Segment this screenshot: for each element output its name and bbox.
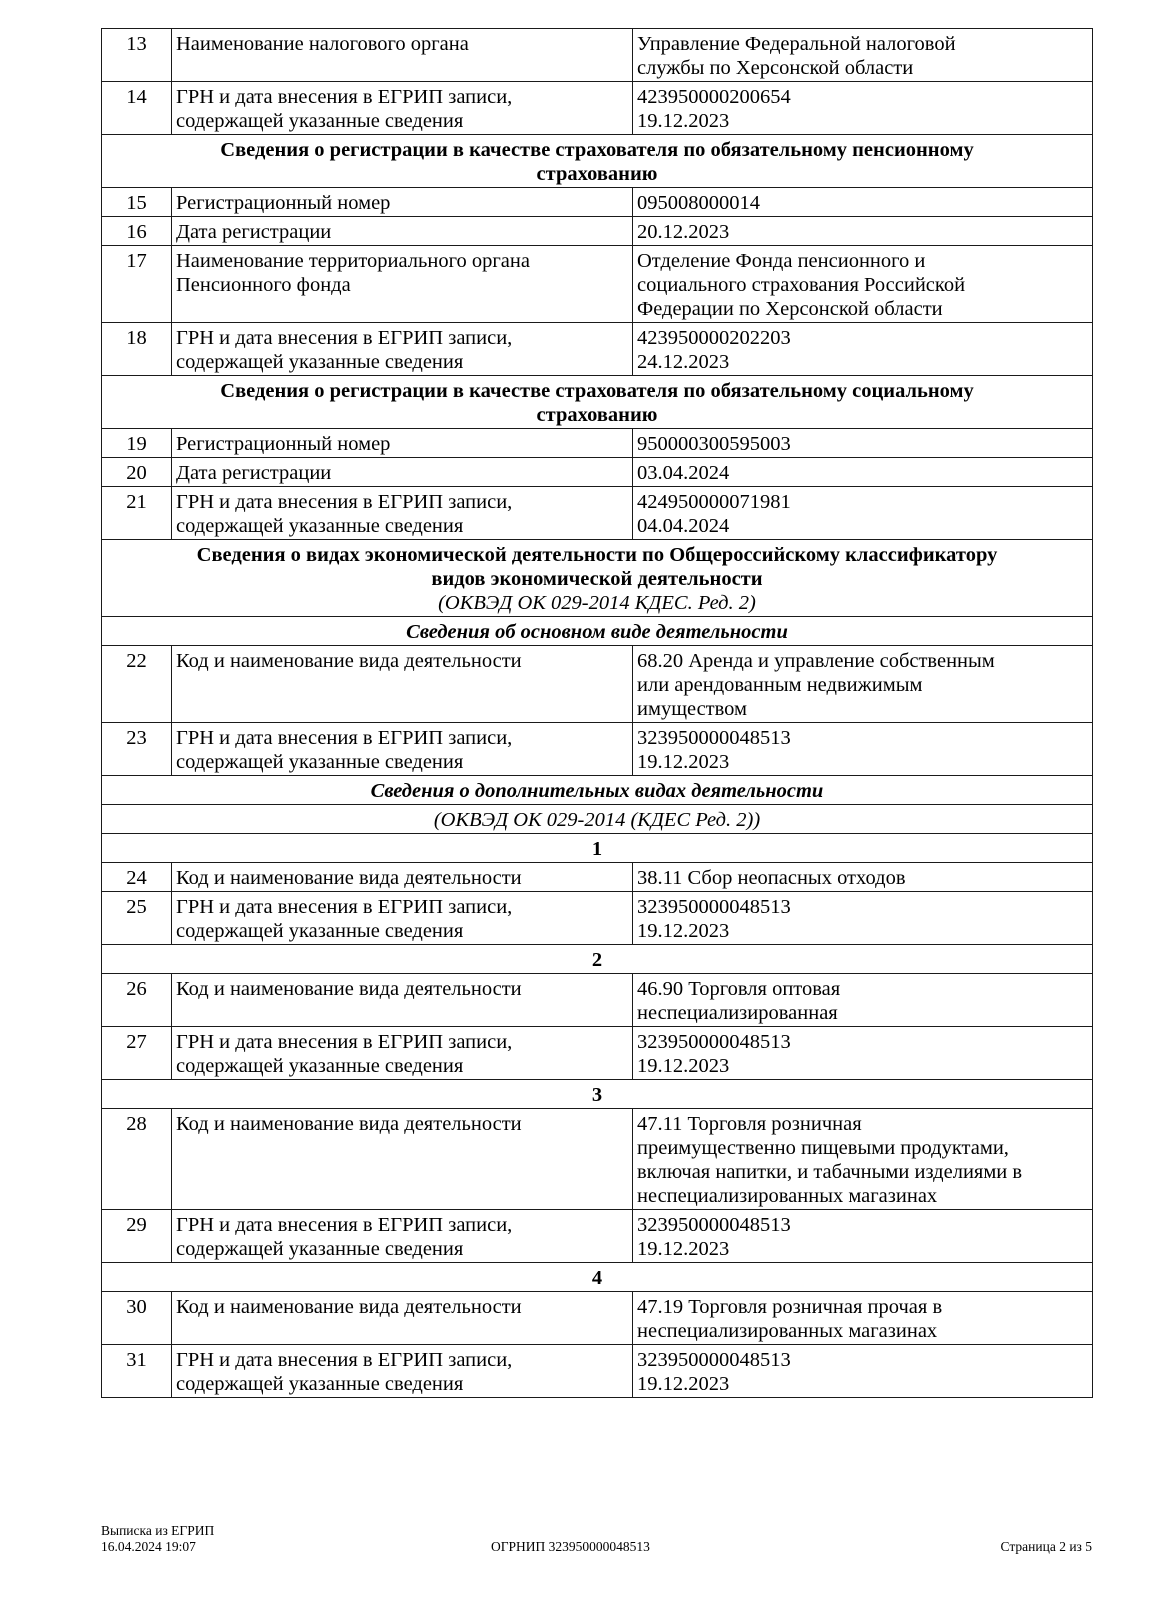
table-row: [102, 246, 1093, 323]
value-line: имуществом: [637, 698, 748, 720]
row-value: 20.12.2023: [633, 217, 1093, 246]
value-line: службы по Херсонской области: [637, 57, 914, 79]
row-number: 27: [102, 1027, 172, 1080]
value-line: преимущественно пищевыми продуктами,: [637, 1137, 1009, 1159]
row-number: 20: [102, 458, 172, 487]
section-title-line: Сведения о регистрации в качестве страхователя по обязательному пенсионному: [220, 139, 974, 161]
row-label: [172, 487, 633, 540]
row-number: 14: [102, 82, 172, 135]
table-row: [102, 892, 1093, 945]
table-row: [102, 1109, 1093, 1210]
row-value: [633, 974, 1093, 1027]
row-number: 25: [102, 892, 172, 945]
row-value: [633, 892, 1093, 945]
row-label: Код и наименование вида деятельности: [172, 863, 633, 892]
grn-value: 323950000048513: [637, 1349, 791, 1371]
label-line: ГРН и дата внесения в ЕГРИП записи,: [176, 491, 513, 513]
section-social-insurance: [102, 376, 1093, 429]
subsection-main-activity: Сведения об основном виде деятельности: [102, 617, 1093, 646]
footer-datetime: 16.04.2024 19:07: [101, 1539, 196, 1554]
row-number: 18: [102, 323, 172, 376]
value-line: 47.11 Торговля розничная: [637, 1113, 862, 1135]
section-okved: [102, 540, 1093, 617]
grn-value: 424950000071981: [637, 491, 791, 513]
table-row: [102, 188, 1093, 217]
grn-value: 323950000048513: [637, 727, 791, 749]
label-line: содержащей указанные сведения: [176, 1238, 464, 1260]
date-value: 19.12.2023: [637, 1238, 730, 1260]
row-label: [172, 892, 633, 945]
table-row: [102, 1292, 1093, 1345]
row-number: 21: [102, 487, 172, 540]
row-label: Код и наименование вида деятельности: [172, 1109, 633, 1210]
label-line: ГРН и дата внесения в ЕГРИП записи,: [176, 86, 513, 108]
group-number: 4: [102, 1263, 1093, 1292]
row-label: [172, 246, 633, 323]
row-number: 17: [102, 246, 172, 323]
table-row: [102, 646, 1093, 723]
label-line: ГРН и дата внесения в ЕГРИП записи,: [176, 1214, 513, 1236]
egrip-extract-table: [101, 28, 1093, 1398]
value-line: 47.19 Торговля розничная прочая в: [637, 1296, 943, 1318]
date-value: 19.12.2023: [637, 751, 730, 773]
row-value: [633, 82, 1093, 135]
label-line: содержащей указанные сведения: [176, 110, 464, 132]
table-row: [102, 863, 1093, 892]
table-row: [102, 323, 1093, 376]
section-title-line: Сведения о видах экономической деятельности по Общероссийскому классификатору: [196, 544, 998, 566]
table-row: [102, 1210, 1093, 1263]
row-number: 24: [102, 863, 172, 892]
row-label: Код и наименование вида деятельности: [172, 974, 633, 1027]
label-line: ГРН и дата внесения в ЕГРИП записи,: [176, 327, 513, 349]
section-title-line: видов экономической деятельности: [431, 568, 763, 590]
label-line: содержащей указанные сведения: [176, 351, 464, 373]
grn-value: 423950000202203: [637, 327, 791, 349]
row-number: 31: [102, 1345, 172, 1398]
group-number: 1: [102, 834, 1093, 863]
table-row: [102, 458, 1093, 487]
grn-value: 323950000048513: [637, 896, 791, 918]
value-line: Федерации по Херсонской области: [637, 298, 943, 320]
group-row: [102, 834, 1093, 863]
value-line: 68.20 Аренда и управление собственным: [637, 650, 995, 672]
row-label: Регистрационный номер: [172, 188, 633, 217]
subsection-row: [102, 776, 1093, 805]
row-value: [633, 323, 1093, 376]
row-value: [633, 1210, 1093, 1263]
label-line: Наименование территориального органа: [176, 250, 530, 272]
row-label: Дата регистрации: [172, 217, 633, 246]
row-label: [172, 1027, 633, 1080]
label-line: содержащей указанные сведения: [176, 751, 464, 773]
group-row: [102, 1080, 1093, 1109]
row-number: 13: [102, 29, 172, 82]
label-line: ГРН и дата внесения в ЕГРИП записи,: [176, 727, 513, 749]
row-number: 16: [102, 217, 172, 246]
row-value: [633, 1345, 1093, 1398]
row-label: Код и наименование вида деятельности: [172, 1292, 633, 1345]
label-line: ГРН и дата внесения в ЕГРИП записи,: [176, 896, 513, 918]
date-value: 19.12.2023: [637, 1055, 730, 1077]
table-row: [102, 1027, 1093, 1080]
grn-value: 323950000048513: [637, 1214, 791, 1236]
footer-ogrnip: ОГРНИП 323950000048513: [491, 1539, 650, 1554]
value-line: Отделение Фонда пенсионного и: [637, 250, 926, 272]
date-value: 24.12.2023: [637, 351, 730, 373]
section-subtitle: (ОКВЭД ОК 029-2014 КДЕС. Ред. 2): [438, 592, 756, 614]
row-value: [633, 1109, 1093, 1210]
okved-note: (ОКВЭД ОК 029-2014 (КДЕС Ред. 2)): [102, 805, 1093, 834]
row-number: 19: [102, 429, 172, 458]
value-line: неспециализированная: [637, 1002, 838, 1024]
footer-doc-title: Выписка из ЕГРИП: [101, 1523, 215, 1538]
table-row: [102, 29, 1093, 82]
row-label: [172, 723, 633, 776]
row-label: Код и наименование вида деятельности: [172, 646, 633, 723]
row-number: 30: [102, 1292, 172, 1345]
row-value: [633, 487, 1093, 540]
value-line: неспециализированных магазинах: [637, 1185, 938, 1207]
date-value: 19.12.2023: [637, 1373, 730, 1395]
row-value: 095008000014: [633, 188, 1093, 217]
value-line: Управление Федеральной налоговой: [637, 33, 956, 55]
group-number: 3: [102, 1080, 1093, 1109]
row-label: [172, 82, 633, 135]
subsection-additional-activities: Сведения о дополнительных видах деятельности: [102, 776, 1093, 805]
table-row: [102, 974, 1093, 1027]
date-value: 19.12.2023: [637, 110, 730, 132]
date-value: 04.04.2024: [637, 515, 730, 537]
row-number: 22: [102, 646, 172, 723]
value-line: социального страхования Российской: [637, 274, 966, 296]
label-line: содержащей указанные сведения: [176, 1055, 464, 1077]
row-label: [172, 1210, 633, 1263]
row-value: [633, 1292, 1093, 1345]
row-value: [633, 646, 1093, 723]
subsection-row: [102, 617, 1093, 646]
row-label: [172, 1345, 633, 1398]
table-row: [102, 82, 1093, 135]
row-value: [633, 723, 1093, 776]
row-label: [172, 323, 633, 376]
group-number: 2: [102, 945, 1093, 974]
value-line: 46.90 Торговля оптовая: [637, 978, 841, 1000]
grn-value: 323950000048513: [637, 1031, 791, 1053]
row-value: [633, 246, 1093, 323]
label-line: Пенсионного фонда: [176, 274, 351, 296]
footer-doc-info: [101, 1523, 214, 1555]
section-pension-insurance: [102, 135, 1093, 188]
value-line: неспециализированных магазинах: [637, 1320, 938, 1342]
table-row: [102, 1345, 1093, 1398]
row-number: 26: [102, 974, 172, 1027]
grn-value: 423950000200654: [637, 86, 791, 108]
note-row: [102, 805, 1093, 834]
row-label: Дата регистрации: [172, 458, 633, 487]
row-number: 23: [102, 723, 172, 776]
value-line: или арендованным недвижимым: [637, 674, 923, 696]
row-number: 28: [102, 1109, 172, 1210]
row-label: Регистрационный номер: [172, 429, 633, 458]
section-title-line: страхованию: [536, 163, 658, 185]
row-value: 38.11 Сбор неопасных отходов: [633, 863, 1093, 892]
section-header-row: [102, 135, 1093, 188]
group-row: [102, 945, 1093, 974]
row-value: [633, 29, 1093, 82]
section-header-row: [102, 540, 1093, 617]
row-value: 03.04.2024: [633, 458, 1093, 487]
label-line: ГРН и дата внесения в ЕГРИП записи,: [176, 1031, 513, 1053]
section-title-line: страхованию: [536, 404, 658, 426]
section-header-row: [102, 376, 1093, 429]
group-row: [102, 1263, 1093, 1292]
label-line: содержащей указанные сведения: [176, 515, 464, 537]
table-row: [102, 723, 1093, 776]
table-row: [102, 487, 1093, 540]
footer-page-number: Страница 2 из 5: [1000, 1539, 1092, 1554]
row-label: Наименование налогового органа: [172, 29, 633, 82]
label-line: содержащей указанные сведения: [176, 1373, 464, 1395]
row-value: [633, 1027, 1093, 1080]
label-line: содержащей указанные сведения: [176, 920, 464, 942]
section-title-line: Сведения о регистрации в качестве страхователя по обязательному социальному: [220, 380, 974, 402]
table-row: [102, 217, 1093, 246]
label-line: ГРН и дата внесения в ЕГРИП записи,: [176, 1349, 513, 1371]
date-value: 19.12.2023: [637, 920, 730, 942]
value-line: включая напитки, и табачными изделиями в: [637, 1161, 1023, 1183]
table-row: [102, 429, 1093, 458]
row-number: 29: [102, 1210, 172, 1263]
row-value: 950000300595003: [633, 429, 1093, 458]
row-number: 15: [102, 188, 172, 217]
